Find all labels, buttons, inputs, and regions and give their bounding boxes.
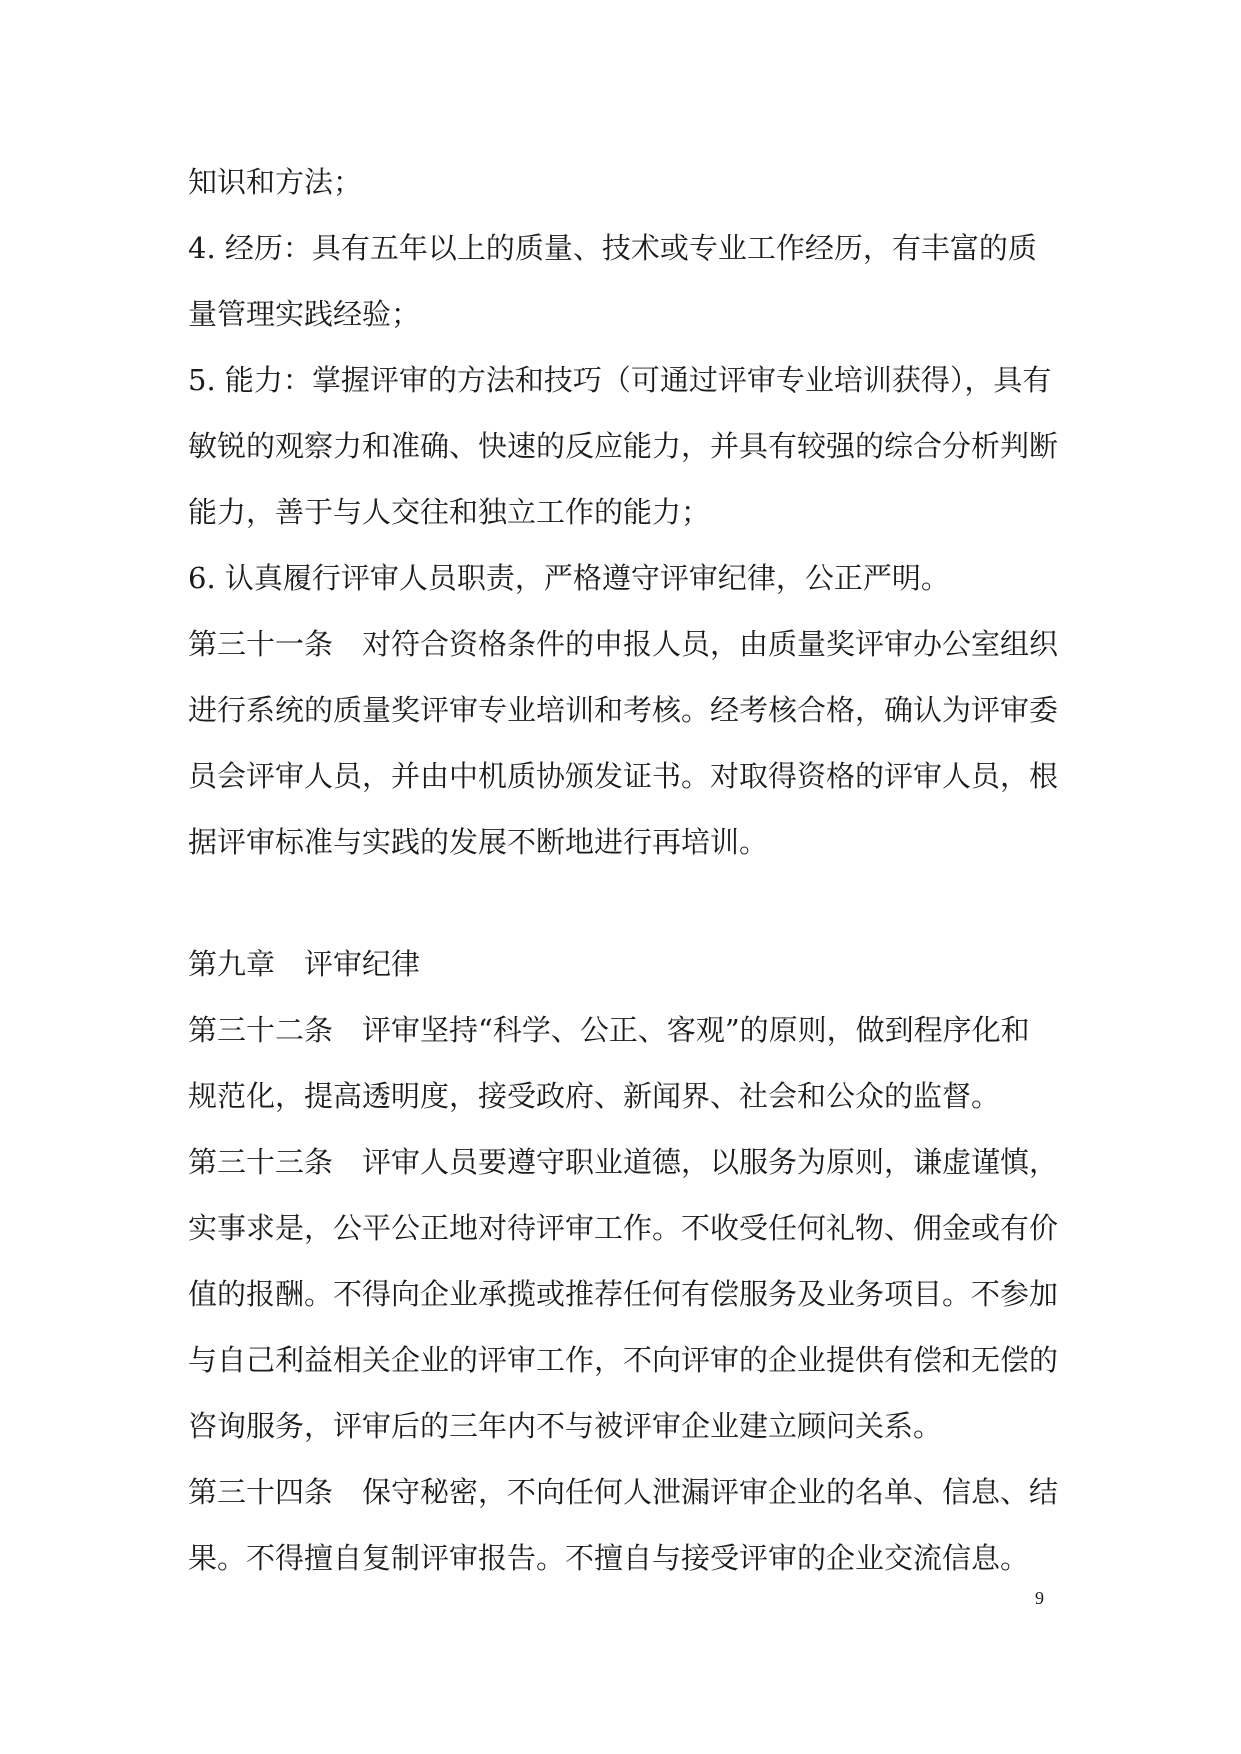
text-line: 实事求是，公平公正地对待评审工作。不收受任何礼物、佣金或有价 <box>188 1211 1059 1245</box>
text-line: 4. 经历：具有五年以上的质量、技术或专业工作经历，有丰富的质 <box>188 231 1037 265</box>
text-line: 规范化，提高透明度，接受政府、新闻界、社会和公众的监督。 <box>188 1079 1001 1113</box>
text-line: 敏锐的观察力和准确、快速的反应能力，并具有较强的综合分析判断 <box>188 429 1059 463</box>
text-line: 果。不得擅自复制评审报告。不擅自与接受评审的企业交流信息。 <box>188 1541 1030 1575</box>
text-line: 与自己利益相关企业的评审工作，不向评审的企业提供有偿和无偿的 <box>188 1343 1059 1377</box>
text-line: 6. 认真履行评审人员职责，严格遵守评审纪律，公正严明。 <box>188 561 950 595</box>
article-31-line: 第三十一条 对符合资格条件的申报人员，由质量奖评审办公室组织 <box>188 627 1059 661</box>
text-line: 能力，善于与人交往和独立工作的能力； <box>188 495 711 529</box>
text-line: 咨询服务，评审后的三年内不与被评审企业建立顾问关系。 <box>188 1409 943 1443</box>
article-32-line: 第三十二条 评审坚持“科学、公正、客观”的原则，做到程序化和 <box>188 1013 1030 1047</box>
text-line: 进行系统的质量奖评审专业培训和考核。经考核合格，确认为评审委 <box>188 693 1059 727</box>
chapter-heading: 第九章 评审纪律 <box>188 947 421 981</box>
text-line: 知识和方法； <box>188 165 363 199</box>
article-34-line: 第三十四条 保守秘密，不向任何人泄漏评审企业的名单、信息、结 <box>188 1475 1059 1509</box>
text-line: 员会评审人员，并由中机质协颁发证书。对取得资格的评审人员，根 <box>188 759 1059 793</box>
article-33-line: 第三十三条 评审人员要遵守职业道德，以服务为原则，谦虚谨慎， <box>188 1145 1059 1179</box>
text-line: 5. 能力：掌握评审的方法和技巧（可通过评审专业培训获得），具有 <box>188 363 1052 397</box>
page-number: 9 <box>1035 1588 1044 1608</box>
text-line: 值的报酬。不得向企业承揽或推荐任何有偿服务及业务项目。不参加 <box>188 1277 1059 1311</box>
text-line: 据评审标准与实践的发展不断地进行再培训。 <box>188 825 769 859</box>
text-line: 量管理实践经验； <box>188 297 421 331</box>
